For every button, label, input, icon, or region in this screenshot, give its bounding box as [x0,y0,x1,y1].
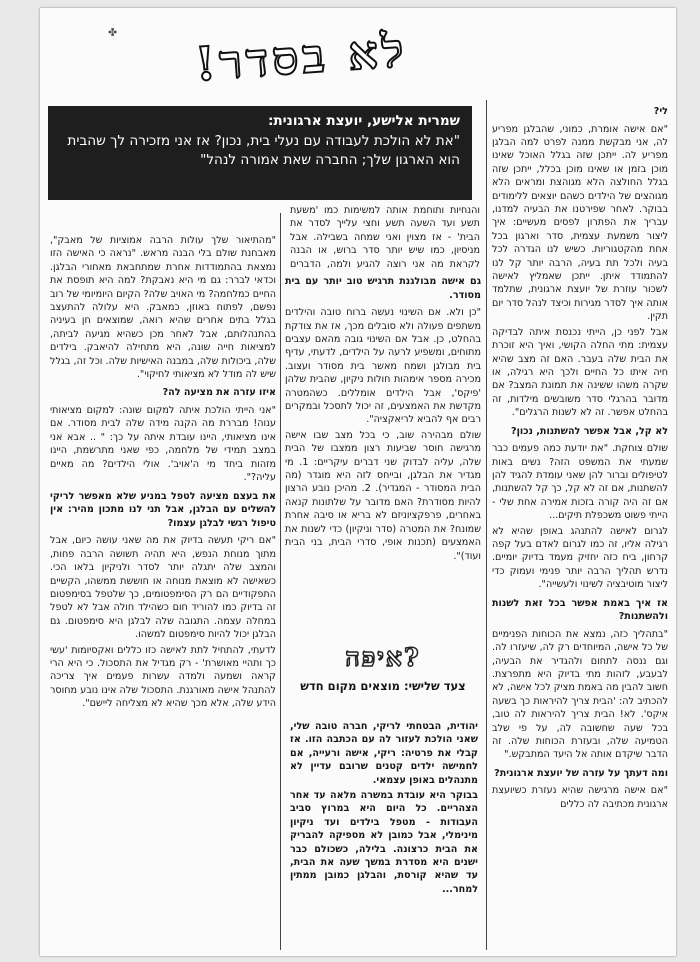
paragraph: "אם אישה מרגישה שהיא נעזרת כשיועצת ארגונית מכתיבה לה כללים [492,785,668,810]
paragraph: "מהתיאור שלך עולות הרבה אמוציות של מאבק", מאבחנת שולם בלי הבנה מראש. "נראה כי האישה הזו נמצאת בהתמודדות אחרת שמתחבאת מאחורי הבלגן. וכדאי לברר: גם מי היא נאבקת? למה היא תופסת את החיים כמלחמה? מי האויב שלה? הקיום היומיומי של רוב נפשם, לפתוח באוזן, כמאבק. היא עלולה להתעצב בגלל בתים אחרים שהיא רואה, שמוצאים חן בעיניה בהתנהלותם, אבל לאחר מכן כשהיא מגיעה לביתה, למציאות חייה שונה, היא מתחילה להיאבק. בילדים שלה, ביכולות שלה, במבנה האישיות שלה. וכל זה, בגלל שיש לה מודל לא מציאותי לחיקוי". [50,235,276,381]
paragraph: "כן ולא. אם השינוי נעשה ברוח טובה והילדים משתפים פעולה ולא סובלים מכך, אז את צודקת בהחלט, כן. אבל אם השינוי גובה מהאם עצבים מתוחים, ומשפיע לרעה על הילדים, לדעתי, עדיף בית מבולגן ושמח מאשר בית מסודר ועצוב. מכירה מספר אימהות חולות ניקיון, שהבית שלהן 'פיקס', אבל הילדים אומללים. כשהמטרה מקדשת את האמצעים, זה יכול לתסכל ובמקרים רבים אף להביא לריאקציה". [285,307,481,426]
article-column-right [492,100,668,950]
article-column-middle-lower [285,270,481,630]
headline-art: לא בסדר! [193,22,410,92]
registration-mark-icon: ✤ [108,26,118,39]
column-divider [280,213,281,950]
section-heading: צעד שלישי: מוצאים מקום חדש [300,679,466,693]
paragraph: שולם צוחקת. "את יודעת כמה פעמים כבר שמעתי את המשפט הזה? נשים באות לטיפולים וברור להן שאני עומדת להגיד להן להשתנות, אם זה לא קל, כך קל להשתנות, אם זה היה קורה בזכות אמירה אחת שלי - הייתי פשוט משכפלת תיקים... [492,443,668,522]
section-art: איפה? [345,643,421,672]
section-body [290,720,478,950]
paragraph: "אם ריקי תעשה בדיוק את מה שאני עושה כיום, אבל מתוך מנוחת הנפש, היא תהיה תשושה הרבה פחות, והמצב שלה יתגלה יותר לסדר ולניקיון בלאו הכי. כשאישה לא מוצאת מנוחה או חוששת ממשהו, הקשיים התפקודיים הם רק הסימפטומים, כך שלטפל בסימפטום זה בדיוק כמו להוריד חום כשהילד חולה אבל לא לטפל במחלה עצמה. התגובה שלה לבלגן היא סימפטום. גם הבלגן יכול להיות סימפטום למשהו. [50,535,276,641]
question-heading: לא קל, אבל אפשר להשתנות, נכון? [511,425,668,437]
question-heading: ומה דעתך על עזרה של יועצת ארגונית? [494,767,668,779]
article-title-box [48,106,472,200]
paragraph: שולם מבהירה שוב, כי בכל מצב שבו אישה מרגישה חוסר שביעות רצון ממצבו של הבית שלה, עליה לבדוק שני דברים עיקריים: 1. מי מגדיר את הבלגן, ובייחס לזה היא מוגדר (מה הבית המסודר - המגדיר). 2. מהיכן נובע הרצון להיות מסודרת? האם מדובר על שלתונות קנאה באחרים, פרפקציוניזם לא בריא או סיבה אחרת שמונח? את המטרה (סדר וניקיון) כדי לשנות את האמצעים (תכנות אופי, סדרי הבית, בני הבית ועוד)". [285,429,481,562]
title-line-1: שמרית אלישע, יועצת ארגונית: [267,113,460,129]
question-heading: איזו עזרה את מציעה לה? [162,387,276,399]
title-line-2: "את לא הולכת לעבודה עם נעלי בית, נכון? אז אני מזכירה לך שהבית הוא הארגון שלך; החברה שאת אמורה לנהל" [67,132,460,168]
paragraph: לדעתי, להתחיל לתת לאישה כזו כללים ואקסיומות 'עשי כך ותהיי מאושרת' - רק מגדיל את התסכול. כי היא הרי קראה ושמעה ולמדה עשרות פעמים איך צריכה להתנהל אישה מאורגנת. התסכול שלה אינו נובע מחוסר הידע שלה, אלא מכך שהיא לא מצליחה ליישם". [50,644,276,710]
paragraph: והנחיות ותוחמת אותה למשימות כמו 'משעת תשע ועד השעה תשע וחצי עלייך לסדר את הבית' - אז מצוין ואני שמחה בשבילה. אבל מניסיון, כמו שיש יותר סדר ברוש, או הבנה לקראת מה אני רוצה להגיע ולמה, הדברים [290,205,480,268]
newspaper-page [40,8,676,956]
column-divider [486,100,487,950]
question-heading: את בעצם מציעה לטפל במניע שלא מאפשר לריקי להשלים עם הבלגן, אבל תני לנו מתכון מהיר: אין טיפול רגשי לבלגן עצמו? [50,490,276,529]
paragraph: אבל לפני כן, הייתי נכנסת איתה לבדיקה עצמית: מתי החלה הקושי, ואיך היא זוכרת את הבית שלה בעבר. האם זה מצב שהיא חיה איתו כל החיים ולכך היא רגילה, או שקרה משהו ששינה את תמונת המצב? אם מדובר בהרגלי סדר משובשים מילדות, זה בהחלט אפשר. זה לא לשנות הרגלים". [492,326,668,419]
paragraph: בבוקר היא עובדת במשרה מלאה עד אחר הצהריים. כל היום היא במרוץ סביב העבודות - מטפל בילדים ועד ניקיון מינימלי, אבל כמובן לא מספיקה להבריק את הבית כרצונה. בלילה, כשכולם כבר ישנים היא מסדרת במשך שעה את הבית, עד שהיא קורסת, והבלגן כמובן ממתין למחר... [290,790,478,895]
paragraph: לגרום לאישה להתנהג באופן שהיא לא רגילה אליו, זה כמו לגרום לאדם בעל קפה קרחון, ביח כזה יחזיק מעמד בדיוק יומיים. נדרש תהליך הרבה יותר פנימי ועמוק כדי ליצור מוטיבציה לשינוי ולעשייה". [492,525,668,591]
question-heading: גם אישה מבולגנת תרגיש טוב יותר עם בית מסודר. [285,276,481,301]
article-column-left [50,234,276,950]
article-column-middle-upper [290,204,480,268]
paragraph: "אם אישה אומרת, כמוני, שהבלגן מפריע לה, אני מבקשת ממנה לפרט למה הבלגן מפריע לה. ייתכן שזה בגלל האוכל שאינו מוכן בזמן או שאינו מוכן בכלל, ייתכן שזה בגלל החולצה הלא מגוהצת ומראים הלא מגוהצים של הילדים כשהם יוצאים ללימודים בבוקר. לאחר שפירטנו את הבעיה למדנו, עבריך את הפתרון לפסים מעשיים: איך ליצור משמעת עצמית, סדר וארגון בכל אחת מהקטגוריות. כשיש לנו הגדרה לכל בעיה ולכל תת בעיה, הרבה יותר קל לנו להתמודד איתן. ייתכן שאמליץ לאישה לשכור עוזרת של יועצת ארגונית, שתלמד אותה איך לסדר מגירות וכיצד לנהל סדר יום תקין. [492,123,668,323]
question-heading: אז איך באמת אפשר בכל זאת לשנות ולהשתנות? [492,597,668,623]
paragraph: לי? [653,106,668,117]
paragraph: "אני הייתי הולכת איתה למקום שונה: למקום מציאותי ענוה! מבררת מה הקנה מידה שלה לבית מסודר. אם אינו מציאותי, היינו עובדת איתה על כך: " .. אבא אני במצב תמידי של מלחמה, כפי שאני מתרשמת, היינו מזהות ביחד מי ה'אויב'. אולי הילדים? מה מאיים עליה?". [50,405,276,484]
paragraph: "בתהליך כזה, נמצא את הכוחות הפנימיים של כל אישה, המיוחדים רק לה, שיעזרו לה. וגם ננסה לתחום ולהגדיר את הבעיה, לבעבע, לזהות מתי בדיוק היא מתפרצת. חשוב להבין מה באמת מציק לכל אישה, לא להכתיב לה: 'הבית צריך להיראות כך בשעה איקס'. לא! הבית צריך להיראות לה טוב, בכל שעה שחשובה לה, על פי שלב הטמיעה שלה, ובעזרת הכוחות שלה. זה הדבר שיקדם אותה אל היעד המתבקש." [492,628,668,761]
paragraph: יהודית, הבטחתי לריקי, חברה טובה שלי, שאני הולכת לעזור לה עם הכתבה הזו. אז קבלי את פרטיה: ריקי, אישה ורעייה, אם לחמישה ילדים קטנים שרובם עדיין לא מתנהלים באופן עצמאי. [290,721,478,786]
